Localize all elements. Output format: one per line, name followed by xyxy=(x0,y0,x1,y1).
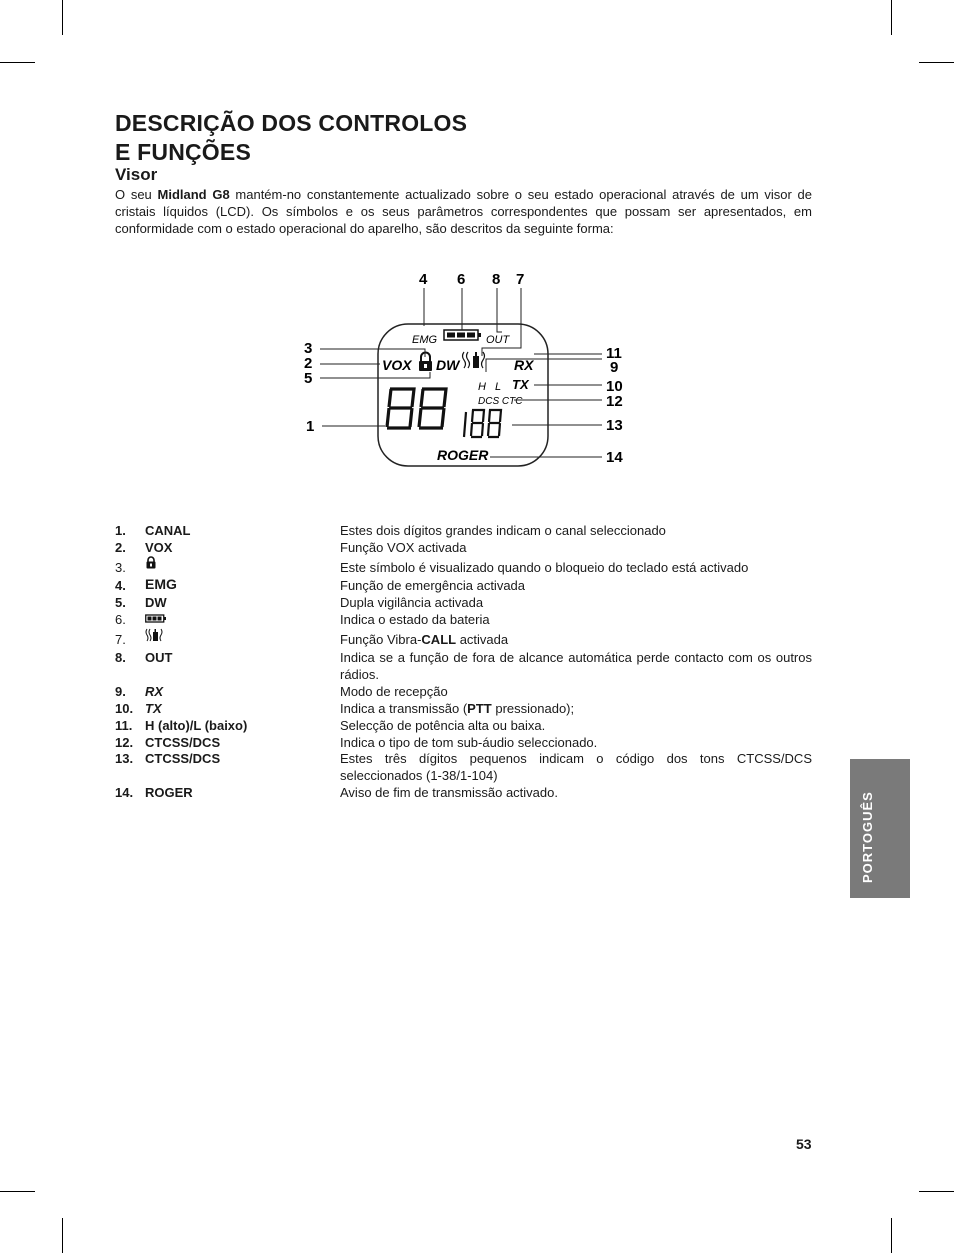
lcd-big-digits xyxy=(387,389,446,428)
lcd-l: L xyxy=(495,381,502,393)
lcd-rx: RX xyxy=(514,357,534,373)
crop-mark xyxy=(62,1218,63,1253)
callout-6: 6 xyxy=(457,271,466,288)
lcd-vibra-icon xyxy=(463,352,485,368)
language-side-tab xyxy=(850,759,910,898)
lock-icon xyxy=(145,556,157,569)
crop-mark xyxy=(891,1218,892,1253)
vibra-icon xyxy=(145,628,165,642)
lcd-outline xyxy=(378,324,548,466)
section-subtitle: Visor xyxy=(115,165,158,184)
lcd-tx: TX xyxy=(512,377,529,392)
callout-9: 9 xyxy=(610,359,619,376)
callout-8: 8 xyxy=(492,271,501,288)
callout-11: 11 xyxy=(606,345,622,362)
callout-10: 10 xyxy=(606,378,623,395)
callout-7: 7 xyxy=(516,271,525,288)
crop-mark xyxy=(0,1191,35,1192)
leader-lines xyxy=(320,288,602,457)
crop-mark xyxy=(62,0,63,35)
title-line-1: DESCRIÇÃO DOS CONTROLOS xyxy=(115,110,468,136)
crop-mark xyxy=(0,62,35,63)
intro-paragraph: O seu Midland G8 mantém-no constantemente actualizado sobre o seu estado operacional através de um visor de cristais líquidos (LCD). Os símbolos e os seus parâmetros correspondentes que possam ser apresentados, em conformidade com o estado operacional do aparelho, são descritos da seguinte forma: xyxy=(115,187,813,236)
callout-4: 4 xyxy=(419,271,428,288)
lcd-small-digits xyxy=(464,410,501,437)
lcd-vox: VOX xyxy=(382,357,412,373)
callout-3: 3 xyxy=(304,340,313,357)
crop-mark xyxy=(891,0,892,35)
callout-2: 2 xyxy=(304,355,313,372)
callout-1: 1 xyxy=(306,418,315,435)
lcd-dcs-ctc: DCS CTC xyxy=(478,396,523,407)
lcd-roger: ROGER xyxy=(437,447,489,463)
language-tab-label: PORTOGUÊS xyxy=(860,791,875,883)
lcd-diagram xyxy=(290,262,650,472)
brand-name: Midland G8 xyxy=(157,187,230,202)
callout-12: 12 xyxy=(606,393,623,410)
crop-mark xyxy=(919,62,954,63)
lcd-h: H xyxy=(478,381,486,393)
lcd-out: OUT xyxy=(486,334,510,346)
crop-mark xyxy=(919,1191,954,1192)
page-title xyxy=(115,109,467,167)
battery-icon xyxy=(145,614,167,624)
callout-14: 14 xyxy=(606,449,623,466)
callout-5: 5 xyxy=(304,370,313,387)
lcd-dw: DW xyxy=(436,357,460,373)
page-number: 53 xyxy=(796,1136,812,1152)
callout-13: 13 xyxy=(606,417,623,434)
title-line-2: E FUNÇÕES xyxy=(115,139,251,165)
lcd-emg: EMG xyxy=(412,334,438,346)
